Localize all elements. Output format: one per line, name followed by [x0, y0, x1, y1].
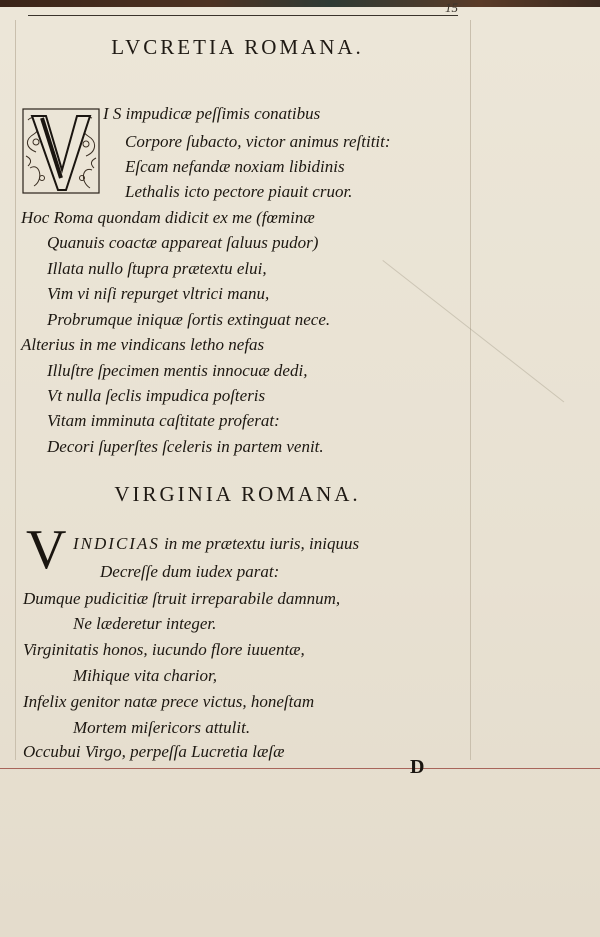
poem1-line-4: Hoc Roma quondam didicit ex me (fœminæ	[21, 208, 315, 227]
poem-title-virginia: VIRGINIA ROMANA.	[114, 482, 361, 506]
poem-title-lucretia: LVCRETIA ROMANA.	[111, 35, 364, 59]
right-margin-line	[470, 20, 471, 760]
poem1-line-13: Decori ſuperſtes ſceleris in partem venit.	[47, 437, 324, 456]
header-rule	[28, 15, 458, 16]
red-rule-line	[0, 768, 600, 769]
poem2-line-2: Dumque pudicitiæ ſtruit irreparabile damnum,	[23, 589, 341, 608]
page-top-edge	[0, 0, 600, 7]
poem2-line-3: Ne læderetur integer.	[73, 614, 217, 633]
left-margin-line	[15, 20, 16, 760]
poem2-line-4: Virginitatis honos, iucundo flore iuuentæ,	[23, 640, 305, 659]
poem2-first-line-rest: in me prætextu iuris, iniquus	[164, 534, 360, 553]
poem2-first-word: INDICIAS	[73, 534, 160, 553]
poem1-line-9: Alterius in me vindicans letho nefas	[21, 335, 265, 354]
poem2-line-8: Occubui Virgo, perpeſſa Lucretia læſæ	[23, 742, 285, 761]
poem2-line-1: Decreſſe dum iudex parat:	[100, 562, 280, 581]
poem1-line-3: Lethalis icto pectore piauit cruor.	[125, 182, 353, 201]
poem1-line-11: Vt nulla ſeclis impudica poſteris	[47, 386, 266, 405]
poem1-line-10: Illuſtre ſpecimen mentis innocuæ dedi,	[47, 361, 308, 380]
poem1-line-1: Corpore ſubacto, victor animus reſtitit:	[125, 132, 391, 151]
decorated-initial-v-icon	[22, 108, 100, 194]
poem2-first-line	[73, 534, 359, 554]
poem2-line-6: Infelix genitor natæ prece victus, honeſtam	[23, 692, 315, 711]
poem1-line-8: Probrumque iniquæ ſortis extinguat nece.	[47, 310, 331, 329]
page-number: 15	[445, 0, 458, 15]
poem1-first-line: I S impudicæ peſſimis conatibus	[103, 104, 321, 123]
poem2-initial: V	[26, 519, 67, 581]
poem1-line-7: Vim vi niſi repurget vltrici manu,	[47, 284, 270, 303]
signature-mark: D	[410, 756, 425, 778]
poem1-line-6: Illata nullo ſtupra prætextu elui,	[47, 259, 267, 278]
paper-crease	[382, 260, 564, 402]
poem2-line-5: Mihique vita charior,	[73, 666, 218, 685]
poem1-line-12: Vitam imminuta caſtitate proferat:	[47, 411, 280, 430]
poem1-line-2: Eſcam nefandæ noxiam libidinis	[125, 157, 345, 176]
poem1-line-5: Quanuis coactæ appareat ſaluus pudor)	[47, 233, 319, 252]
poem2-line-7: Mortem miſericors attulit.	[73, 718, 251, 737]
